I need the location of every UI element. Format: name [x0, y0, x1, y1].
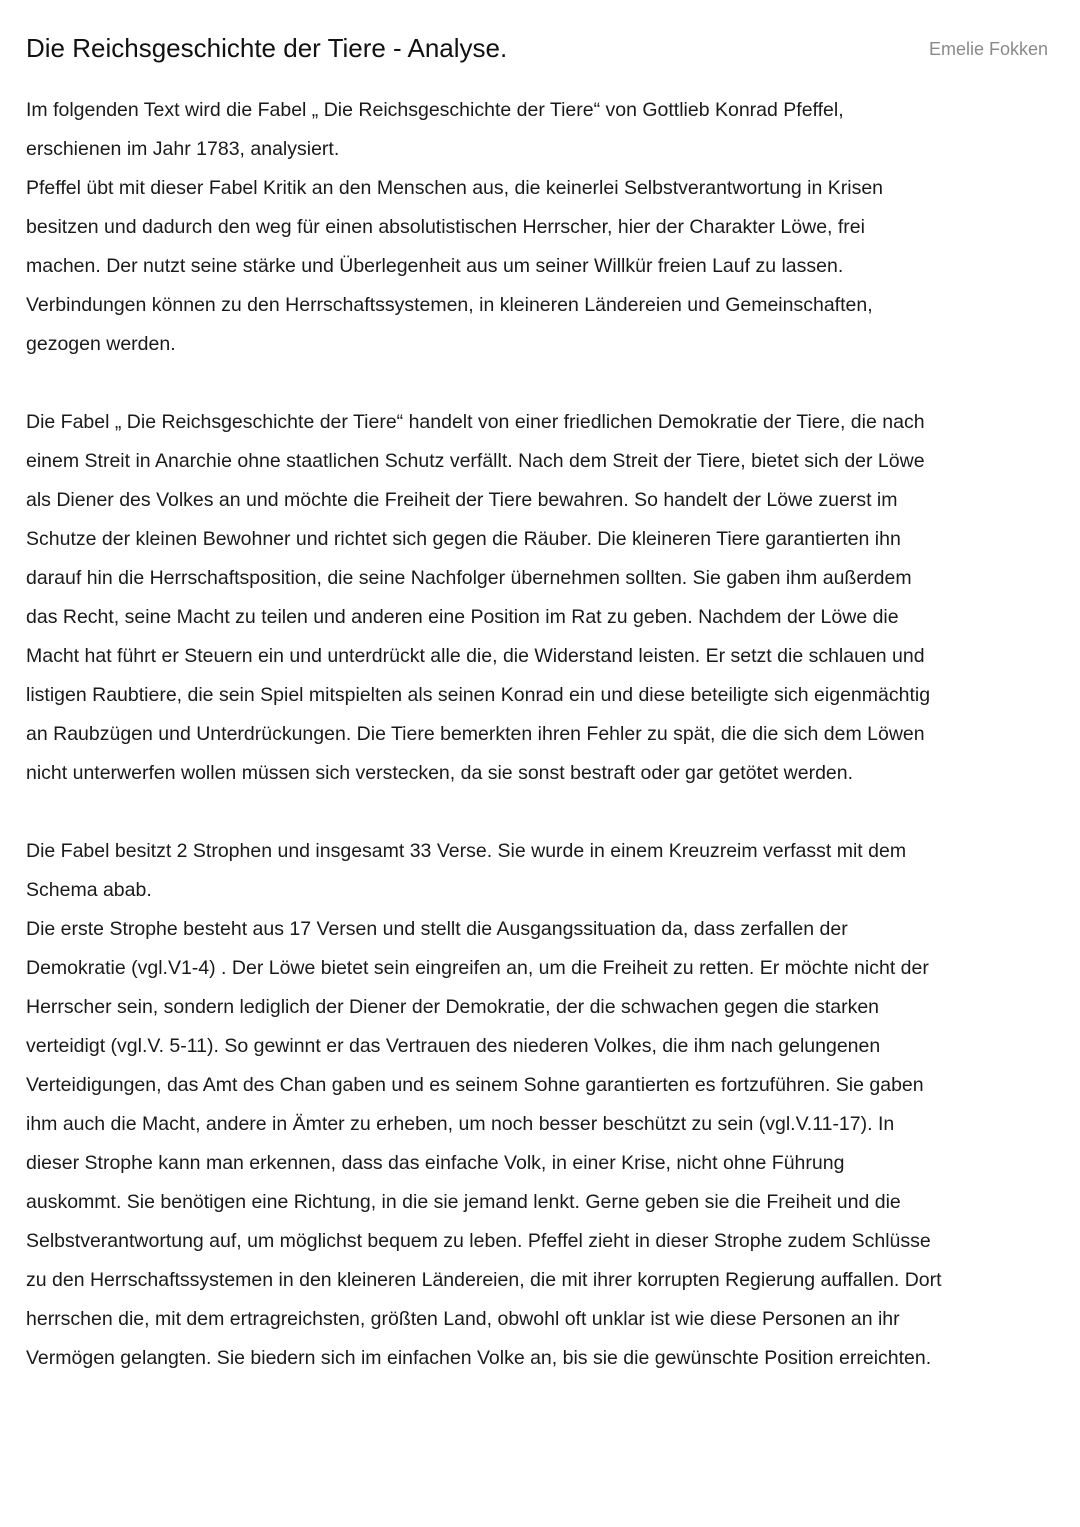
text-line: darauf hin die Herrschaftsposition, die seine Nachfolger übernehmen sollten. Sie gaben ihm außerdem [26, 567, 912, 589]
text-line: zu den Herrschaftssystemen in den kleineren Ländereien, die mit ihrer korrupten Regierung auffallen. Dort [26, 1269, 942, 1291]
text-line: dieser Strophe kann man erkennen, dass das einfache Volk, in einer Krise, nicht ohne Führung [26, 1152, 845, 1174]
text-line: das Recht, seine Macht zu teilen und anderen eine Position im Rat zu geben. Nachdem der Löwe die [26, 606, 899, 628]
text-line: Herrscher sein, sondern lediglich der Diener der Demokratie, der die schwachen gegen die starken [26, 996, 880, 1018]
text-line: erschienen im Jahr 1783, analysiert. [26, 138, 340, 160]
text-line: Demokratie (vgl.V1-4) . Der Löwe bietet sein eingreifen an, um die Freiheit zu retten. Er möchte nicht der [26, 957, 929, 979]
text-line: Im folgenden Text wird die Fabel „ Die Reichsgeschichte der Tiere“ von Gottlieb Konrad Pfeffel, [26, 99, 844, 121]
text-line: Schutze der kleinen Bewohner und richtet sich gegen die Räuber. Die kleineren Tiere garantierten ihn [26, 528, 901, 550]
text-line: Selbstverantwortung auf, um möglichst bequem zu leben. Pfeffel zieht in dieser Strophe zudem Schlüsse [26, 1230, 931, 1252]
text-line: auskommt. Sie benötigen eine Richtung, in die sie jemand lenkt. Gerne geben sie die Freiheit und die [26, 1191, 901, 1213]
page-title: Die Reichsgeschichte der Tiere - Analyse. [26, 33, 508, 63]
text-line: gezogen werden. [26, 333, 176, 355]
text-line: listigen Raubtiere, die sein Spiel mitspielten als seinen Konrad ein und diese beteiligte sich eigenmächtig [26, 684, 931, 706]
document-header [26, 30, 1050, 70]
text-line: Verbindungen können zu den Herrschaftssystemen, in kleineren Ländereien und Gemeinschaften, [26, 294, 873, 316]
paragraph-introduction [26, 91, 1056, 364]
text-line: einem Streit in Anarchie ohne staatlichen Schutz verfällt. Nach dem Streit der Tiere, bietet sich der Löwe [26, 450, 925, 472]
text-line: nicht unterwerfen wollen müssen sich verstecken, da sie sonst bestraft oder gar getötet werden. [26, 762, 854, 784]
document-body [26, 91, 1056, 1378]
text-line: Macht hat führt er Steuern ein und unterdrückt alle die, die Widerstand leisten. Er setzt die schlauen und [26, 645, 925, 667]
text-line: machen. Der nutzt seine stärke und Überlegenheit aus um seiner Willkür freien Lauf zu lassen. [26, 255, 844, 277]
text-line: als Diener des Volkes an und möchte die Freiheit der Tiere bewahren. So handelt der Löwe zuerst im [26, 489, 898, 511]
text-line: Pfeffel übt mit dieser Fabel Kritik an den Menschen aus, die keinerlei Selbstverantwortung in Krisen [26, 177, 884, 199]
text-line: ihm auch die Macht, andere in Ämter zu erheben, um noch besser beschützt zu sein (vgl.V.11-17). In [26, 1113, 895, 1135]
text-line: Die erste Strophe besteht aus 17 Versen und stellt die Ausgangssituation da, dass zerfallen der [26, 918, 848, 940]
text-line: Vermögen gelangten. Sie biedern sich im einfachen Volke an, bis sie die gewünschte Position erreichten. [26, 1347, 932, 1369]
text-line: Die Fabel „ Die Reichsgeschichte der Tiere“ handelt von einer friedlichen Demokratie der Tiere, die nach [26, 411, 925, 433]
text-line: an Raubzügen und Unterdrückungen. Die Tiere bemerkten ihren Fehler zu spät, die die sich dem Löwen [26, 723, 925, 745]
text-line: besitzen und dadurch den weg für einen absolutistischen Herrscher, hier der Charakter Löwe, frei [26, 216, 865, 238]
text-line: herrschen die, mit dem ertragreichsten, größten Land, obwohl oft unklar ist wie diese Personen an ihr [26, 1308, 900, 1330]
text-line: verteidigt (vgl.V. 5-11). So gewinnt er das Vertrauen des niederen Volkes, die ihm nach gelungenen [26, 1035, 881, 1057]
paragraph-summary [26, 403, 1056, 793]
paragraph-analysis [26, 832, 1056, 1378]
text-line: Verteidigungen, das Amt des Chan gaben und es seinem Sohne garantierten es fortzuführen. Sie gaben [26, 1074, 924, 1096]
text-line: Schema abab. [26, 879, 152, 901]
text-line: Die Fabel besitzt 2 Strophen und insgesamt 33 Verse. Sie wurde in einem Kreuzreim verfasst mit dem [26, 840, 907, 862]
author-name: Emelie Fokken [928, 39, 1048, 59]
